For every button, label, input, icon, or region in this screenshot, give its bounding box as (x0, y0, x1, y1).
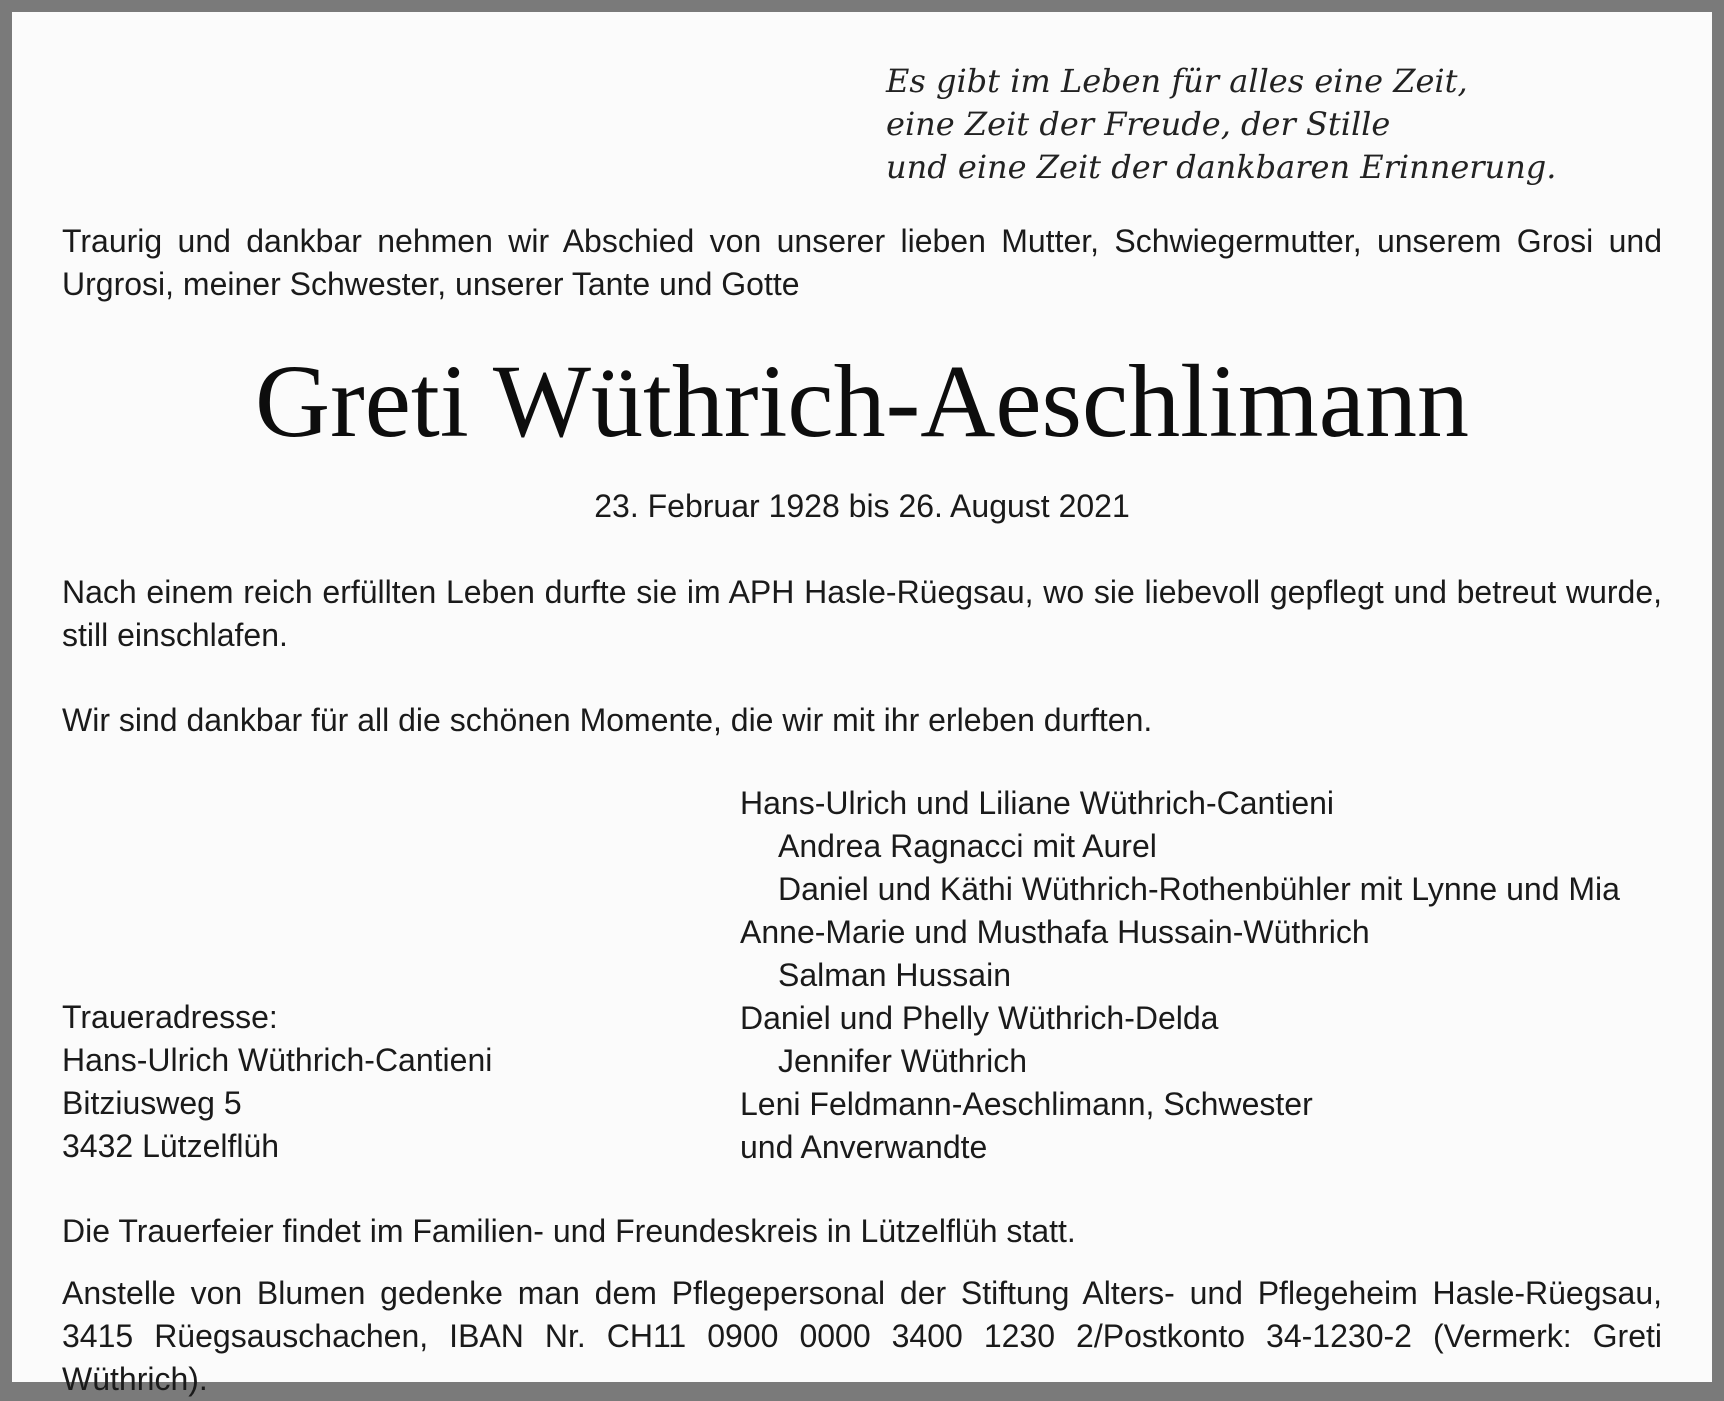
donation-text: Anstelle von Blumen gedenke man dem Pflegepersonal der Stiftung Alters- und Pflegeheim Hasle-Rüegsau, 3415 Rüegsauschachen, IBAN Nr. CH11 0900 0000 3400 1230 2/Postkonto 34-1230-2 (Vermerk: Greti Wüthrich). (62, 1275, 1662, 1397)
mourner-line: Hans-Ulrich und Liliane Wüthrich-Cantieni (740, 785, 1335, 821)
mourners-list (740, 782, 1620, 1169)
mourner-line: Jennifer Wüthrich (778, 1043, 1027, 1079)
motto-line: Es gibt im Leben für alles eine Zeit, (886, 62, 1468, 100)
intro-text: Traurig und dankbar nehmen wir Abschied von unserer lieben Mutter, Schwiegermutter, unserem Grosi und Urgrosi, meiner Schwester, unserer Tante und Gotte (62, 223, 1662, 302)
mourner-line: Anne-Marie und Musthafa Hussain-Wüthrich (740, 914, 1370, 950)
mourner-line: Daniel und Käthi Wüthrich-Rothenbühler mit Lynne und Mia (778, 871, 1620, 907)
mourner-line: und Anverwandte (740, 1129, 988, 1165)
life-dates: 23. Februar 1928 bis 26. August 2021 (594, 488, 1130, 524)
mourner-line: Leni Feldmann-Aeschlimann, Schwester (740, 1086, 1313, 1122)
mourner-line: Salman Hussain (778, 957, 1011, 993)
paragraph-gratitude: Wir sind dankbar für all die schönen Momente, die wir mit ihr erleben durften. (62, 702, 1153, 738)
address-label: Traueradresse: (62, 999, 278, 1035)
mourning-address (62, 996, 492, 1168)
deceased-name: Greti Wüthrich-Aeschlimann (255, 344, 1469, 459)
motto-quote (886, 60, 1556, 189)
obituary-notice (12, 12, 1712, 1397)
ceremony-text: Die Trauerfeier findet im Familien- und Freundeskreis in Lützelflüh statt. (62, 1213, 1076, 1249)
mourner-line: Daniel und Phelly Wüthrich-Delda (740, 1000, 1219, 1036)
address-name: Hans-Ulrich Wüthrich-Cantieni (62, 1042, 493, 1078)
address-street: Bitziusweg 5 (62, 1085, 242, 1121)
address-city: 3432 Lützelflüh (62, 1128, 280, 1164)
motto-line: und eine Zeit der dankbaren Erinnerung. (886, 148, 1557, 186)
paragraph-passing: Nach einem reich erfüllten Leben durfte sie im APH Hasle-Rüegsau, wo sie liebevoll gepflegt und betreut wurde, still einschlafen. (62, 574, 1662, 653)
mourner-line: Andrea Ragnacci mit Aurel (778, 828, 1157, 864)
motto-line: eine Zeit der Freude, der Stille (886, 105, 1391, 143)
